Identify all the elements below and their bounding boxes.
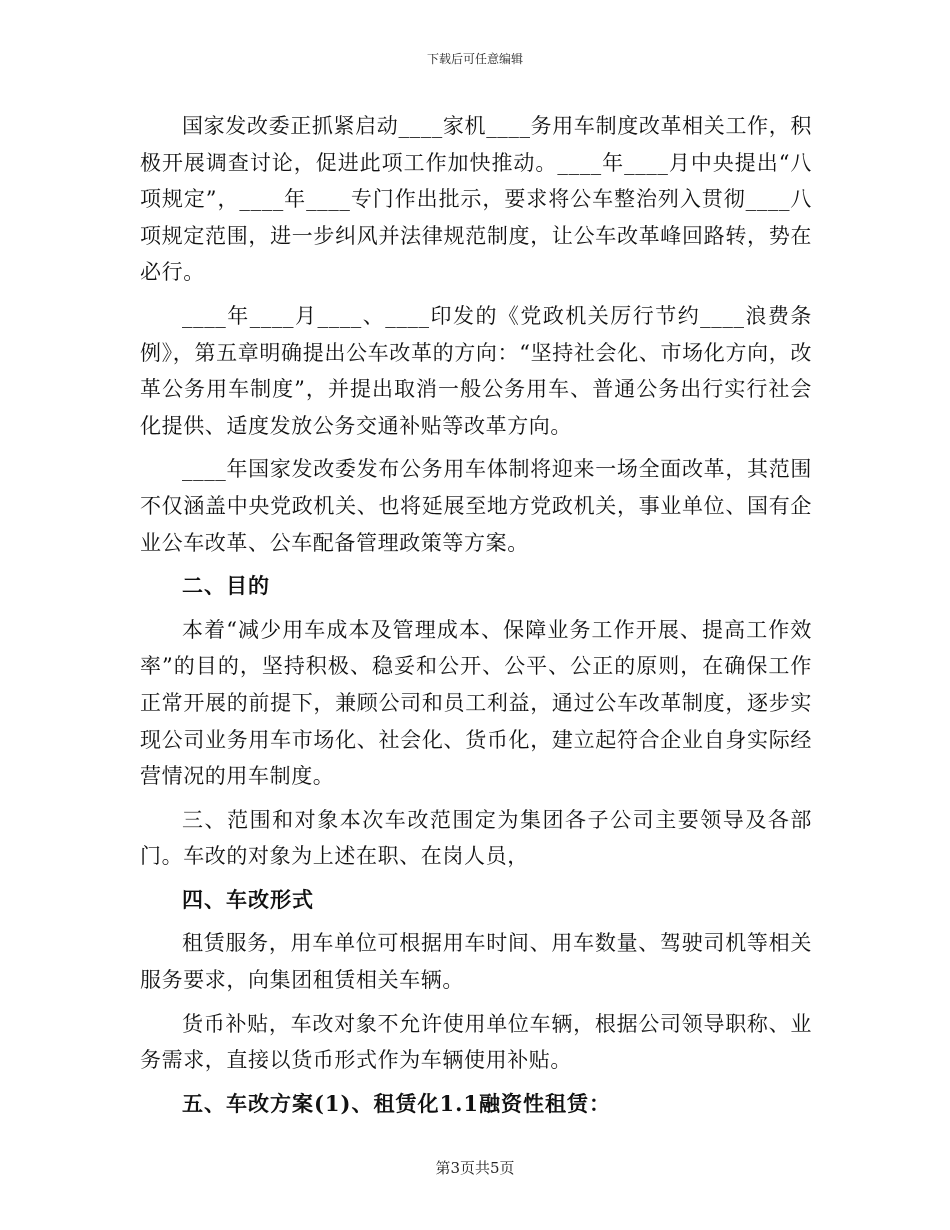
paragraph-regulation-issued: ____年____月____、____印发的《党政机关厉行节约____浪费条例》，第五章明确提出公车改革的方向：“坚持社会化、市场化方向，改革公务用车制度”，并提出取消一般公务用车、普通公务出行实行社会化提供、适度发放公务交通补贴等改革方向。 (140, 303, 812, 438)
paragraph-purpose: 本着“减少用车成本及管理成本、保障业务工作开展、提高工作效率”的目的，坚持积极、稳妥和公开、公平、公正的原则，在确保工作正常开展的前提下，兼顾公司和员工利益，通过公车改革制度，逐步实现公司业务用车市场化、社会化、货币化，建立起符合企业自身实际经营情况的用车制度。 (140, 617, 812, 789)
section-heading-reform-form: 四、车改形式 (182, 886, 314, 912)
paragraph-reform-scope-announcement: ____年国家发改委发布公务用车体制将迎来一场全面改革，其范围不仅涵盖中央党政机关、也将延展至地方党政机关，事业单位、国有企业公车改革、公车配备管理政策等方案。 (140, 457, 812, 555)
page-number-footer: 第3页共5页 (435, 1159, 515, 1177)
paragraph-monetary-subsidy: 货币补贴，车改对象不允许使用单位车辆，根据公司领导职称、业务需求，直接以货币形式作为车辆使用补贴。 (140, 1011, 812, 1073)
page-header: 下载后可任意编辑 (426, 52, 523, 66)
paragraph-reform-background: 国家发改委正抓紧启动____家机____务用车制度改革相关工作，积极开展调查讨论，促进此项工作加快推动。____年____月中央提出“八项规定”，____年____专门作出批示，要求将公车整治列入贯彻____八项规定范围，进一步纠风并法律规范制度，让公车改革峰回路转，势在必行。 (140, 114, 812, 285)
section-heading-reform-plan: 五、车改方案(1)、租赁化1.1融资性租赁： (182, 1090, 612, 1116)
paragraph-leasing-service: 租赁服务，用车单位可根据用车时间、用车数量、驾驶司机等相关服务要求，向集团租赁相关车辆。 (140, 931, 812, 993)
section-heading-purpose: 二、目的 (182, 573, 270, 599)
document-body (140, 108, 812, 1129)
paragraph-scope-and-targets: 三、范围和对象本次车改范围定为集团各子公司主要领导及各部门。车改的对象为上述在职、在岗人员， (140, 807, 812, 869)
